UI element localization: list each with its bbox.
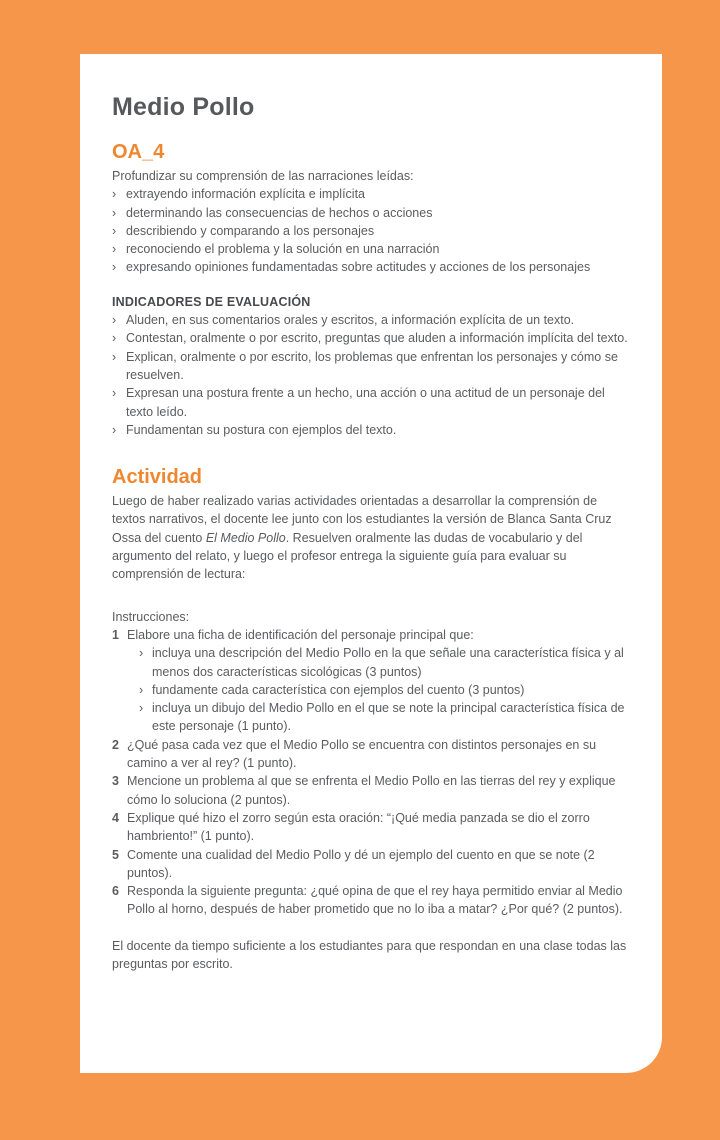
item-number: 4 <box>112 810 119 825</box>
document-content <box>80 54 662 973</box>
instruction-item <box>112 736 632 773</box>
list-item <box>112 329 632 347</box>
bullet-text: Fundamentan su postura con ejemplos del texto. <box>126 422 397 437</box>
item-number: 5 <box>112 847 119 862</box>
chevron-bullet-icon: › <box>112 242 117 257</box>
oa4-heading: OA_4 <box>112 141 165 163</box>
item-text: ¿Qué pasa cada vez que el Medio Pollo se encuentra con distintos personajes en su camino a ver al rey? (1 punto). <box>127 737 597 771</box>
bullet-text: fundamente cada característica con ejemplos del cuento (3 puntos) <box>152 682 525 697</box>
bullet-text: extrayendo información explícita e implícita <box>126 187 366 202</box>
list-item <box>112 421 632 439</box>
story-title-italic: El Medio Pollo <box>205 530 286 545</box>
instruction-item <box>112 809 632 846</box>
bullet-text: reconociendo el problema y la solución en una narración <box>126 242 440 257</box>
instructions-block <box>112 608 632 919</box>
list-item <box>112 240 632 258</box>
activity-intro-text: . Resuelven oralmente las dudas de vocabulario y del argumento del relato, y luego el profesor entrega la siguiente guía para evaluar su comprensión de lectura: <box>112 530 583 582</box>
list-item <box>139 644 632 681</box>
list-item <box>112 204 632 222</box>
activity-closing: El docente da tiempo suficiente a los estudiantes para que respondan en una clase todas las preguntas por escrito. <box>112 938 627 971</box>
list-item <box>112 258 632 276</box>
list-item <box>112 384 632 421</box>
chevron-bullet-icon: › <box>112 331 117 346</box>
chevron-bullet-icon: › <box>112 223 117 238</box>
oa4-intro: Profundizar su comprensión de las narraciones leídas: <box>112 169 414 183</box>
instruction-item <box>112 882 632 919</box>
activity-intro-text: Luego de haber realizado varias actividades orientadas a desarrollar la comprensión de textos narrativos, el docente lee junto con los estudiantes la versión de Blanca Santa Cruz Ossa del cuento <box>112 494 612 545</box>
section-indicators <box>112 293 632 439</box>
item-body <box>127 882 632 919</box>
bullet-text: expresando opiniones fundamentadas sobre actitudes y acciones de los personajes <box>126 260 591 275</box>
item-text: Mencione un problema al que se enfrenta el Medio Pollo en las tierras del rey y explique cómo lo soluciona (2 puntos). <box>127 774 616 807</box>
oa4-bullet-list <box>112 185 632 276</box>
item-body <box>127 846 632 883</box>
bullet-text: incluya una descripción del Medio Pollo en la que señale una característica física y al menos dos características sicológicas (3 puntos) <box>152 646 624 679</box>
item-body <box>127 809 632 846</box>
chevron-bullet-icon: › <box>139 682 144 697</box>
bullet-text: determinando las consecuencias de hechos o acciones <box>126 205 433 220</box>
item-number: 3 <box>112 774 119 789</box>
chevron-bullet-icon: › <box>112 386 117 401</box>
indicators-bullet-list <box>112 311 632 439</box>
list-item <box>139 699 632 736</box>
instruction-item <box>112 772 632 809</box>
activity-intro <box>112 492 632 583</box>
item-text: Explique qué hizo el zorro según esta oración: “¡Qué media panzada se dio el zorro hambriento!” (1 punto). <box>127 810 590 844</box>
instruction-item <box>112 626 632 736</box>
list-item <box>112 185 632 203</box>
item-body <box>127 626 632 736</box>
activity-heading: Actividad <box>112 466 203 489</box>
item-number: 2 <box>112 737 119 752</box>
chevron-bullet-icon: › <box>112 313 117 328</box>
document-page <box>80 54 662 1073</box>
bullet-text: describiendo y comparando a los personajes <box>126 223 375 238</box>
list-item <box>112 348 632 385</box>
bullet-text: Aluden, en sus comentarios orales y escritos, a información explícita de un texto. <box>126 313 575 328</box>
chevron-bullet-icon: › <box>139 701 144 716</box>
bullet-text: Contestan, oralmente o por escrito, preguntas que aluden a información implícita del texto. <box>126 331 628 346</box>
item-body <box>127 736 632 773</box>
item-text: Elabore una ficha de identificación del personaje principal que: <box>127 627 474 642</box>
instructions-label: Instrucciones: <box>112 609 190 624</box>
chevron-bullet-icon: › <box>112 349 117 364</box>
list-item <box>112 311 632 329</box>
item-body <box>127 772 632 809</box>
item-text: Comente una cualidad del Medio Pollo y dé un ejemplo del cuento en que se note (2 puntos). <box>127 847 595 880</box>
chevron-bullet-icon: › <box>112 205 117 220</box>
document-title: Medio Pollo <box>112 93 255 121</box>
list-item <box>139 681 632 699</box>
item-text: Responda la siguiente pregunta: ¿qué opina de que el rey haya permitido enviar al Medio Pollo al horno, después de haber prometido que no lo iba a matar? ¿Por qué? (2 puntos). <box>127 884 623 917</box>
bullet-text: incluya un dibujo del Medio Pollo en el que se note la principal característica física de este personaje (1 punto). <box>152 701 625 734</box>
bullet-text: Explican, oralmente o por escrito, los problemas que enfrentan los personajes y cómo se resuelven. <box>126 349 618 382</box>
chevron-bullet-icon: › <box>112 422 117 437</box>
item-sub-list <box>139 644 632 735</box>
item-number: 6 <box>112 884 119 899</box>
chevron-bullet-icon: › <box>139 646 144 661</box>
instruction-item <box>112 846 632 883</box>
list-item <box>112 222 632 240</box>
item-number: 1 <box>112 627 119 642</box>
chevron-bullet-icon: › <box>112 260 117 275</box>
chevron-bullet-icon: › <box>112 187 117 202</box>
section-oa4 <box>112 140 632 277</box>
indicators-heading: INDICADORES DE EVALUACIÓN <box>112 294 311 309</box>
bullet-text: Expresan una postura frente a un hecho, una acción o una actitud de un personaje del texto leído. <box>126 386 605 419</box>
section-activity <box>112 465 632 973</box>
